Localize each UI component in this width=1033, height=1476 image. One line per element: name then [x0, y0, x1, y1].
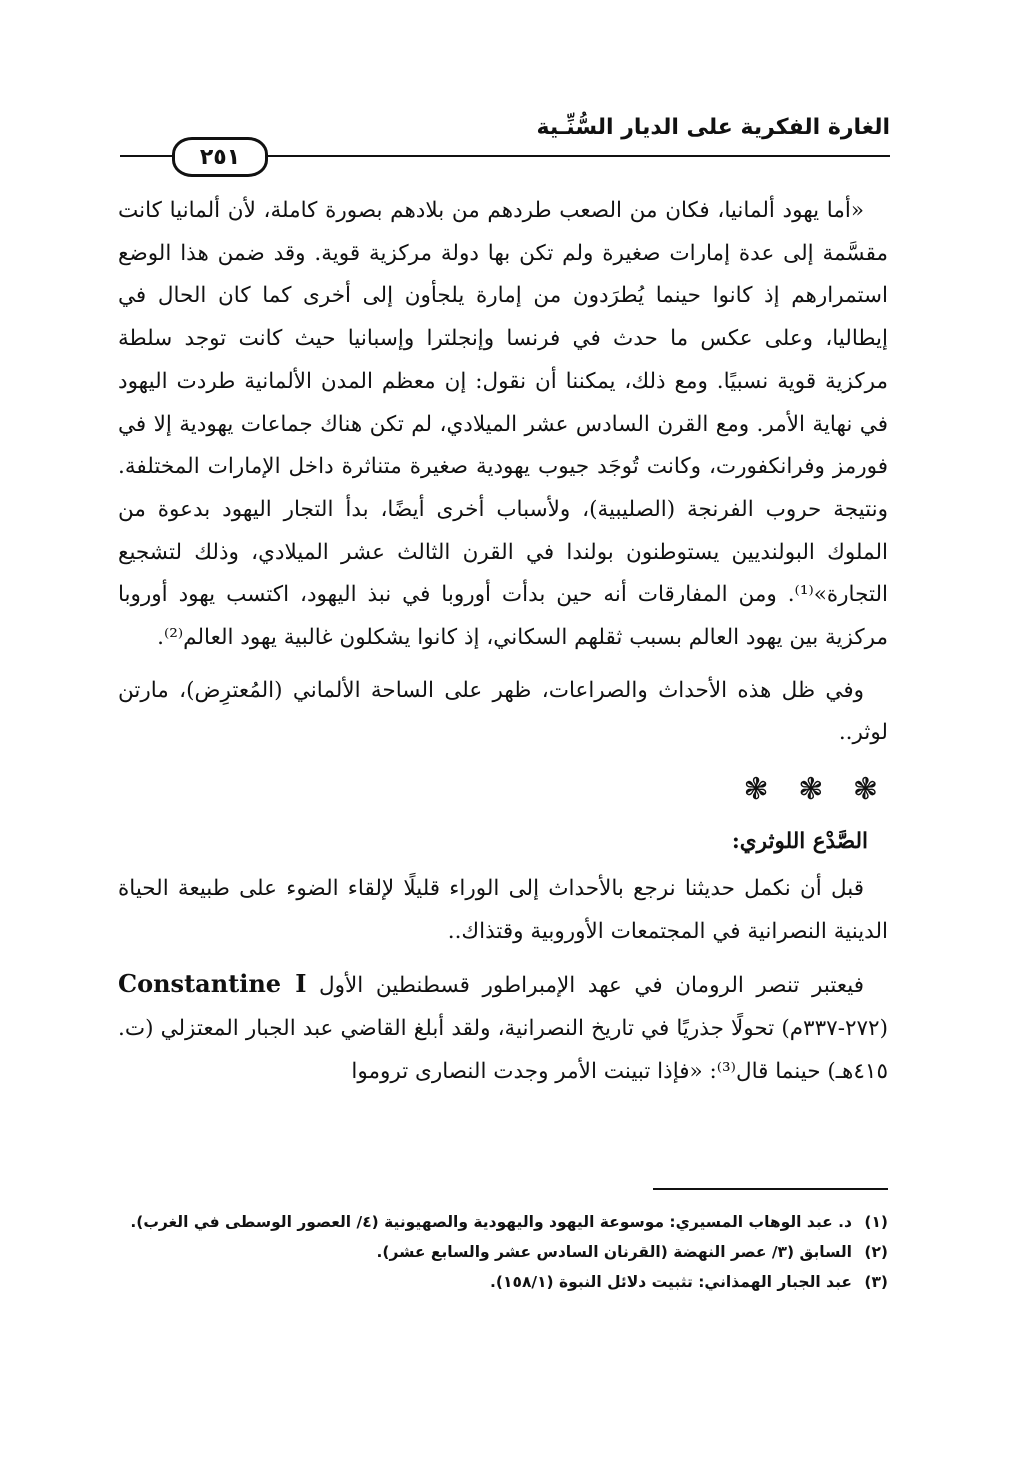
- footnote-mark: (٢): [864, 1243, 888, 1261]
- footnote: [118, 1267, 888, 1297]
- footnote-text: السابق (٣/ عصر النهضة (القرنان السادس عشر والسابع عشر).: [376, 1243, 852, 1261]
- footnote-mark: (٣): [864, 1273, 888, 1291]
- paragraph-background: قبل أن نكمل حديثنا نرجع بالأحداث إلى الوراء قليلًا لإلقاء الضوء على طبيعة الحياة الدينية النصرانية في المجتمعات الأوروبية وقتذاك..: [118, 875, 888, 944]
- section-heading: الصَّدْع اللوثري:: [731, 829, 868, 855]
- footnote: [118, 1207, 888, 1237]
- body-text: [118, 190, 888, 1103]
- section-separator: ❃ ❃ ❃: [743, 772, 888, 808]
- footnotes: [118, 1207, 888, 1297]
- paragraph-constantine: [118, 963, 888, 1093]
- footnote-text: عبد الجبار الهمذاني: تثبيت دلائل النبوة (١٥٨/١).: [490, 1273, 852, 1291]
- footnote-mark: (١): [864, 1213, 888, 1231]
- footnote-text: د. عبد الوهاب المسيري: موسوعة اليهود واليهودية والصهيونية (٤/ العصور الوسطى في الغرب).: [130, 1213, 852, 1231]
- constantine-latin-name: Constantine I: [118, 969, 307, 999]
- footnote-rule: [653, 1188, 888, 1190]
- running-title: الغارة الفكرية على الديار السُّنِّـية: [536, 115, 890, 140]
- page-header: [120, 105, 890, 185]
- footnote: [118, 1237, 888, 1267]
- paragraph-luther-intro: وفي ظل هذه الأحداث والصراعات، ظهر على الساحة الألماني (المُعترِض)، مارتن لوثر..: [118, 677, 888, 746]
- page-number: ٢٥١: [172, 137, 268, 177]
- paragraph-quote: «أما يهود ألمانيا، فكان من الصعب طردهم من بلادهم بصورة كاملة، لأن ألمانيا كانت مقسَّمة إلى عدة إمارات صغيرة ولم تكن بها دولة مركزية قوية. وقد ضمن هذا الوضع استمرارهم إذ كانوا حينما يُطرَدون من إمارة يلجأون إلى أخرى كما كان الحال في إيطاليا، وعلى عكس ما حدث في فرنسا وإنجلترا وإسبانيا حيث كانت توجد سلطة مركزية قوية نسبيًا. ومع ذلك، يمكننا أن نقول: إن معظم المدن الألمانية طردت اليهود في نهاية الأمر. ومع القرن السادس عشر الميلادي، لم تكن هناك جماعات يهودية إلا في فورمز وفرانكفورت، وكانت تُوجَد جيوب يهودية صغيرة متناثرة داخل الإمارات المختلفة. ونتيجة حروب الفرنجة (الصليبية)، ولأسباب أخرى أيضًا، بدأ التجار اليهود بدعوة من الملوك البولنديين يستوطنون بولندا في القرن الثالث عشر الميلادي، وذلك لتشجيع التجارة»⁽¹⁾. ومن المفارقات أنه حين بدأت أوروبا في نبذ اليهود، اكتسب يهود أوروبا مركزية بين يهود العالم بسبب ثقلهم السكاني، إذ كانوا يشكلون غالبية يهود العالم⁽²⁾.: [118, 198, 888, 651]
- constantine-text-before: فيعتبر تنصر الرومان في عهد الإمبراطور قسطنطين الأول: [319, 973, 864, 999]
- constantine-text-after: (٢٧٢-٣٣٧م) تحولًا جذريًا في تاريخ النصرانية، ولقد أبلغ القاضي عبد الجبار المعتزلي (ت. ٤١٥هـ) حينما قال⁽³⁾: «فإذا تبينت الأمر وجدت النصارى تروموا: [118, 1015, 888, 1084]
